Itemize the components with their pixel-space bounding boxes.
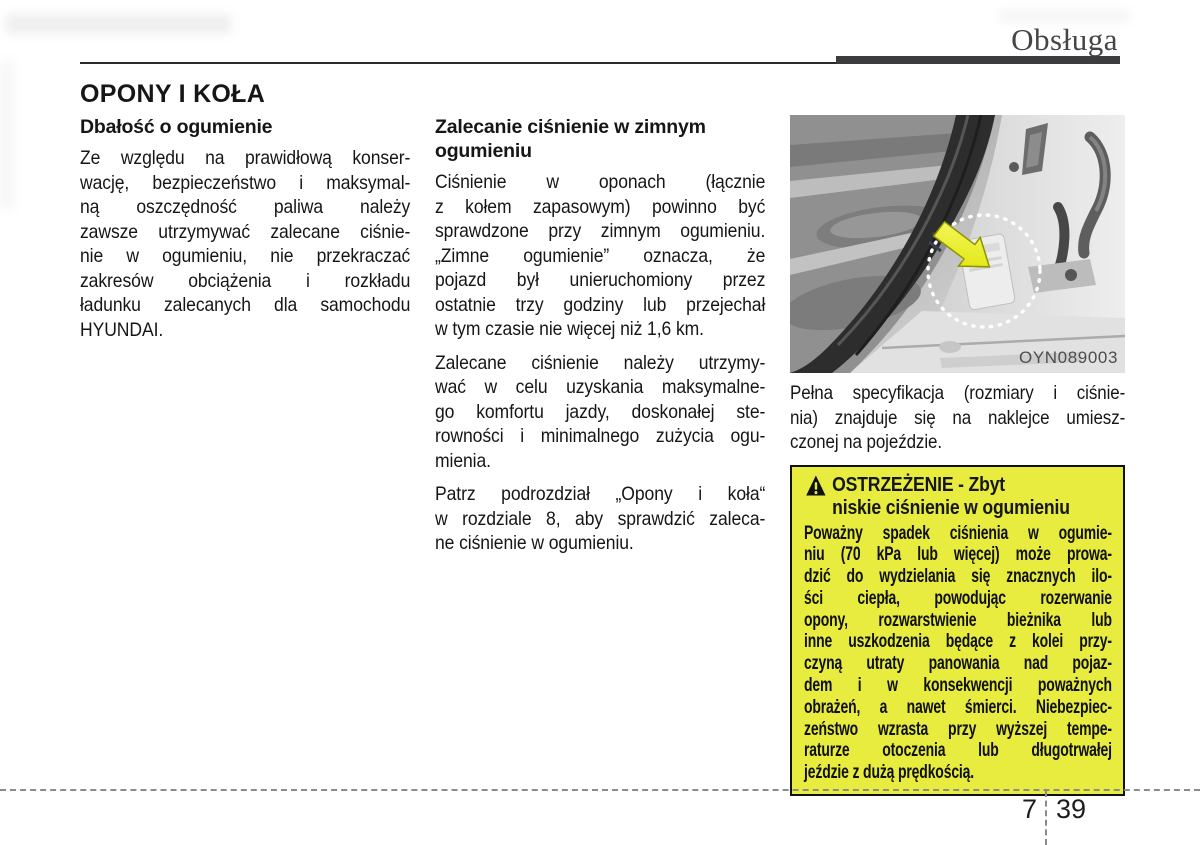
footer-vertical-dashed-rule [1045,791,1047,845]
scan-artifact [1000,10,1130,22]
warning-title-line1: OSTRZEŻENIE - Zbyt [832,473,1005,496]
middle-paragraphs: Ciśnienie w oponach (łącznie z kołem zapasowym) powinno być sprawdzone przy zimnym ogumieniu. „Zimne ogumienie” oznacza, że pojazd był unieruchomiony przez ostatnie trzy godziny lub przejechał w tym czasie nie więcej niż 1,6 km. Zalecane ciśnienie należy utrzymy- wać w celu uzyskania maksymalne- go komfortu jazdy, doskonałej ste- rowności i minimalnego zużycia ogu- mienia. Patrz podrozdział „Opony i koła“ w rozdziale 8, aby sprawdzić zaleca- ne ciśnienie w ogumieniu. [435,171,766,554]
footer-page-number: 39 [1056,794,1087,824]
footer-dashed-rule [0,789,1200,791]
warning-box [790,465,1125,797]
figure-illustration [790,115,1125,373]
figure-door-jamb-photo [790,115,1125,373]
warning-body: Poważny spadek ciśnienia w ogumie- niu (70 kPa lub więcej) może prowa- dzić do wydzielania się znacznych ilo- ści ciepła, powodując rozerwanie opony, rozwarstwienie bieżnika lub inne uszkodzenia będące z kolei przy- czyną utraty panowania nad pojaz- dem i w konsekwencji poważnych obrażeń, a nawet śmierci. Niebezpiec- zeństwo wzrasta przy wyższej tempe- raturze otoczenia lub długotrwałej jeździe z dużą prędkością. [804,522,1112,784]
warning-title [804,474,1112,520]
scan-artifact [0,60,14,210]
section-label: Obsługa [1011,22,1118,57]
warning-triangle-icon [806,475,826,496]
left-heading: Dbałość o ogumienie [80,116,273,138]
column-right [790,115,1125,796]
figure-caption: OYN089003 [1019,348,1118,367]
middle-heading: Zalecanie ciśnienie w zimnym ogumieniu [435,116,706,162]
column-middle [435,115,765,556]
page-title: OPONY I KOŁA [80,80,266,108]
footer-chapter-number: 7 [1021,794,1037,824]
column-left [80,115,410,342]
left-paragraphs: Ze względu na prawidłową konser- wację, bezpieczeństwo i maksymal- ną oszczędność paliwa należy zawsze utrzymywać zalecane ciśnie- nie w ogumieniu, nie przekraczać zakresów obciążenia i rozkładu ładunku zalecanych dla samochodu HYUNDAI. [80,147,411,341]
right-paragraph: Pełna specyfikacja (rozmiary i ciśnie- nia) znajduje się na naklejce umiesz- czonej na pojeździe. [790,382,1126,453]
scan-artifact [6,14,231,34]
warning-title-line2: niskie ciśnienie w ogumieniu [832,496,1070,519]
